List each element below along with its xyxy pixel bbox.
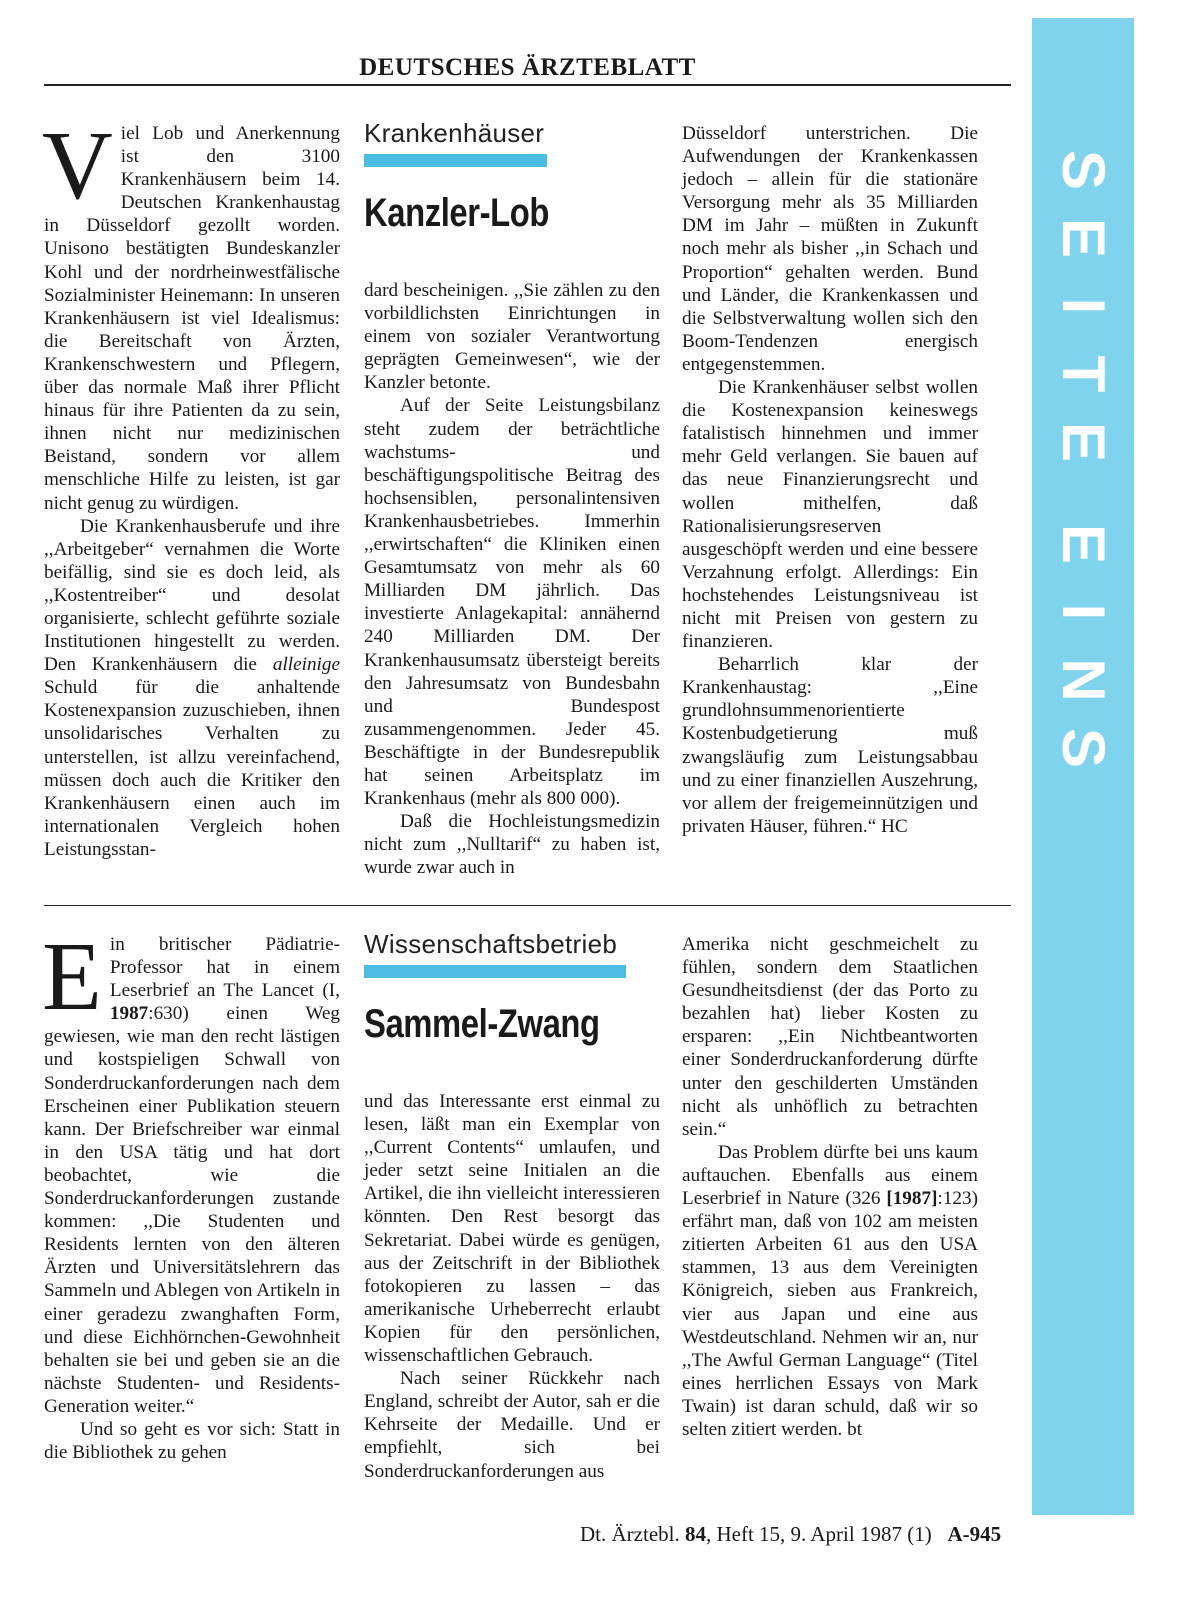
article1-paragraph: Daß die Hochleistungsmedizin nicht zum ,,Nulltarif“ zu haben ist, wurde zwar auch in xyxy=(364,811,660,879)
article1-column-1 xyxy=(42,112,340,861)
article2-column-1 xyxy=(42,923,340,1464)
sidebar-letter: I xyxy=(1050,297,1117,315)
page-number: A-945 xyxy=(947,1522,1002,1546)
article2-paragraph: Ein britischer Pädiatrie-Professor hat in einem Leserbrief an The Lancet (I, 1987:630) einen Weg gewiesen, wie man den recht lästigen und kostspieligen Schwall von Sonderdruckanforderungen nach dem Erscheinen einer Publikation steuern kann. Der Briefschreiber war einmal in den USA tätig und hat dort beobachtet, wie die Sonderdruckanforderungen zustande kommen: ,,Die Studenten und Residents lernten von den älteren Ärzten und Universitätslehrern das Sammeln und Ablegen von Artikeln in einer geradezu zwanghaften Form, und diese Eichhörnchen-Gewohnheit behalten sie bei und geben sie an die nächste Studenten- und Residents-Generation weiter.“ xyxy=(42,923,340,1417)
article1-paragraph: Viel Lob und Anerkennung ist den 3100 Krankenhäusern beim 14. Deutschen Krankenhaustag in Düsseldorf gezollt worden. Unisono bestätigten Bundeskanzler Kohl und der nordrheinwestfälische Sozialminister Heinemann: In unseren Krankenhäusern ist viel Idealismus: die Bereitschaft von Ärzten, Krankenschwestern und Pflegern, über das normale Maß ihrer Pflicht hinaus für ihre Patienten da zu sein, ihnen nicht nur medizinischen Beistand, sondern vor allem menschliche Hilfe zu leisten, ist gar nicht genug zu würdigen. xyxy=(42,112,340,514)
article1-paragraph: Auf der Seite Leistungsbilanz steht zudem der beträchtliche wachstums- und beschäftigungspolitische Beitrag des hochsensiblen, personalintensiven Krankenhausbetriebes. Immerhin ,,erwirtschaften“ die Kliniken einen Gesamtumsatz von mehr als 60 Milliarden DM jährlich. Das investierte Anlagekapital: annähernd 240 Milliarden DM. Der Krankenhausumsatz übersteigt bereits den Jahresumsatz von Bundesbahn und Bundespost zusammengenommen. Jeder 45. Beschäftigte in der Bundesrepublik hat seinen Arbeitsplatz im Krankenhaus (mehr als 800 000). xyxy=(364,395,660,810)
sidebar-letter: E xyxy=(1050,523,1117,565)
article1-rubric: Krankenhäuser xyxy=(364,118,545,148)
article1-headline: Kanzler-Lob xyxy=(364,191,550,235)
sidebar-label xyxy=(1032,136,1134,782)
journal-title: DEUTSCHES ÄRZTEBLATT xyxy=(359,54,696,81)
rubric-accent-bar xyxy=(364,154,547,167)
sidebar-letter: I xyxy=(1050,603,1117,621)
dropcap: V xyxy=(42,112,113,220)
article2-column-2 xyxy=(364,929,660,1483)
article1-paragraph: Die Krankenhäuser selbst wollen die Kostenexpansion keineswegs fatalistisch hinnehmen und immer mehr Geld verlangen. Sie bauen auf das neue Finanzierungsrecht und wollen mithelfen, daß Rationalisierungsreserven ausgeschöpft werden und eine bessere Verzahnung erfolgt. Allerdings: Ein hochstehendes Leistungsniveau ist nicht mit Preisen von gestern zu finanzieren. xyxy=(682,377,978,653)
sidebar-letter: S xyxy=(1050,149,1117,191)
sidebar-letter: T xyxy=(1050,355,1117,393)
article1-paragraph: Die Krankenhausberufe und ihre ,,Arbeitgeber“ vernahmen die Worte beifällig, sind sie es doch leid, als ,,Kostentreiber“ und desolat organisierte, schlecht geführte soziale Institutionen hingestellt zu werden. Den Krankenhäusern die alleinige Schuld für die anhaltende Kostenexpansion zuzuschieben, ihnen unsolidarisches Verhalten zu unterstellen, ist allzu vereinfachend, müssen doch auch die Kritiker den Krankenhäusern einen auch im internationalen Vergleich hohen Leistungsstan- xyxy=(44,515,340,860)
citation-prefix: Dt. Ärztebl. xyxy=(580,1522,685,1546)
masthead xyxy=(44,50,1011,86)
article2-paragraph: Und so geht es vor sich: Statt in die Bibliothek zu gehen xyxy=(44,1418,340,1464)
article2-paragraph: Das Problem dürfte bei uns kaum auftauchen. Ebenfalls aus einem Leserbrief in Nature (326 [1987]:123) erfährt man, daß von 102 am meisten zitierten Arbeiten 61 aus den USA stammen, 13 aus dem Vereinigten Königreich, sieben aus Frankreich, vier aus Japan und eine aus Westdeutschland. Nehmen wir an, nur ,,The Awful German Language“ (Titel eines herrlichen Essays von Mark Twain) ist daran schuld, daß wir so selten zitiert werden. bt xyxy=(682,1141,978,1440)
article2-headline: Sammel-Zwang xyxy=(364,1002,600,1046)
page-footer xyxy=(580,1522,1100,1547)
volume-number: 84 xyxy=(684,1522,706,1546)
article1-paragraph: Beharrlich klar der Krankenhaustag: ,,Eine grundlohnsummenorientierte Kostenbudgetierung muß zwangsläufig zum Leistungsabbau und zu einer finanziellen Auszehrung, vor allem der freigemeinnützigen und privaten Häuser, führen.“ HC xyxy=(682,654,978,837)
article2-column-3 xyxy=(682,933,978,1441)
section-sidebar xyxy=(1032,18,1134,1515)
citation-issue: , Heft 15, 9. April 1987 (1) xyxy=(705,1522,932,1546)
article2-paragraph: Amerika nicht geschmeichelt zu fühlen, sondern dem Staatlichen Gesundheitsdienst (der das Porto zu bezahlen hat) lieber Kosten zu ersparen: ,,Ein Nichtbeantworten einer Sonderdruckanforderung dürfte unter den geschilderten Umständen nicht als unhöflich zu betrachten sein.“ xyxy=(682,934,978,1140)
sidebar-letter: N xyxy=(1050,658,1117,702)
article2-paragraph: Nach seiner Rückkehr nach England, schreibt der Autor, sah er die Kehrseite der Medaille. Und er empfiehlt, sich bei Sonderdruckanforderungen aus xyxy=(364,1368,660,1482)
article2-paragraph: und das Interessante erst einmal zu lesen, läßt man ein Exemplar von ,,Current Contents“ umlaufen, und jeder setzt seine Initialen an die Artikel, die ihn vielleicht interessieren könnten. Den Rest besorgt das Sekretariat. Dabei würde es genügen, aus der Zeitschrift in der Bibliothek fotokopieren zu lassen – das amerikanische Urheberrecht erlaubt Kopien für den persönlichen, wissenschaftlichen Gebrauch. xyxy=(364,1091,660,1367)
article2-rubric: Wissenschaftsbetrieb xyxy=(364,929,618,959)
article1-paragraph: dard bescheinigen. ,,Sie zählen zu den vorbildlichsten Einrichtungen in einem von sozialer Verantwortung geprägten Gemeinwesen“, wie der Kanzler betonte. xyxy=(364,280,660,394)
rubric-accent-bar xyxy=(364,965,626,978)
article1-column-3 xyxy=(682,122,978,838)
sidebar-letter: E xyxy=(1050,217,1117,259)
article1-paragraph: Düsseldorf unterstrichen. Die Aufwendungen der Krankenkassen jedoch – allein für die stationäre Versorgung mehr als 35 Milliarden DM im Jahr – müßten in Zukunft noch mehr als bisher ,,in Schach und Proportion“ gehalten werden. Bund und Länder, die Krankenkassen und die Selbstverwaltung wollen sich den Boom-Tendenzen energisch entgegenstemmen. xyxy=(682,123,978,375)
article-divider xyxy=(44,905,1011,906)
sidebar-letter: E xyxy=(1050,421,1117,463)
sidebar-letter: S xyxy=(1050,727,1117,769)
dropcap: E xyxy=(42,923,102,1031)
article1-column-2 xyxy=(364,118,660,879)
